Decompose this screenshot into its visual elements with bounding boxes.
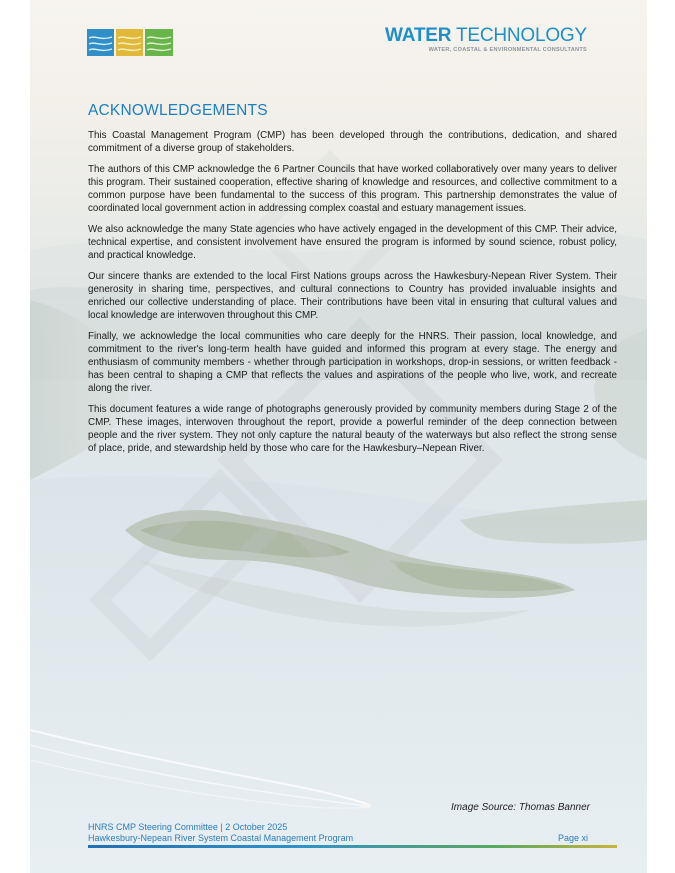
- paragraph: We also acknowledge the many State agencies who have actively engaged in the development of this CMP. Their advice, technical expertise, and consistent involvement have ensured the program is informed by sound science, robust policy, and practical knowledge.: [88, 224, 617, 261]
- paragraph: This Coastal Management Program (CMP) has been developed through the contributions, dedication, and shared commitment of a diverse group of stakeholders.: [88, 130, 617, 154]
- brand-name: [385, 25, 587, 47]
- paragraph: Finally, we acknowledge the local communities who care deeply for the HNRS. Their passion, local knowledge, and commitment to the river's long-term health have guided and informed this program at every stage. The energy and enthusiasm of community members - whether through participation in workshops, drop-in sessions, or written feedback - has been central to shaping a CMP that reflects the values and aspirations of the people who live, work, and recreate along the river.: [88, 331, 617, 394]
- document-page: [30, 0, 647, 873]
- paragraph: Our sincere thanks are extended to the local First Nations groups across the Hawkesbury-Nepean River System. Their generosity in sharing time, perspectives, and cultural connections to Country has provided invaluable insights and enriched our collective understanding of place. Their contributions have been vital in ensuring that cultural values and local knowledge are interwoven throughout this CMP.: [88, 271, 617, 321]
- image-credit: Image Source: Thomas Banner: [451, 802, 590, 813]
- brand-name-light: TECHNOLOGY: [451, 25, 587, 46]
- brand-logo: [385, 25, 587, 53]
- footer-divider: [88, 845, 617, 848]
- paragraph: This document features a wide range of photographs generously provided by community members during Stage 2 of the CMP. These images, interwoven throughout the report, provide a powerful reminder of the deep connection between people and the river system. They not only capture the natural beauty of the waterways but also reflect the strong sense of place, pride, and stewardship held by those who care for the Hawkesbury–Nepean River.: [88, 404, 617, 454]
- brand-tagline: WATER, COASTAL & ENVIRONMENTAL CONSULTANTS: [428, 47, 587, 53]
- footer-committee-date: HNRS CMP Steering Committee | 2 October 2025: [88, 822, 288, 832]
- paragraph: The authors of this CMP acknowledge the 6 Partner Councils that have worked collaboratively over many years to deliver this program. Their sustained cooperation, effective sharing of knowledge and resources, and collective commitment to a common purpose have been fundamental to the success of this program. This partnership demonstrates the value of coordinated local government action in addressing complex coastal and estuary management issues.: [88, 164, 617, 214]
- body-text: [88, 129, 617, 463]
- water-technology-tile-logo-icon: [87, 29, 173, 56]
- footer-program-title: Hawkesbury-Nepean River System Coastal Management Program: [88, 833, 354, 843]
- brand-name-bold: WATER: [385, 25, 452, 46]
- page-number: Page xi: [557, 833, 588, 843]
- page-title: ACKNOWLEDGEMENTS: [88, 102, 268, 119]
